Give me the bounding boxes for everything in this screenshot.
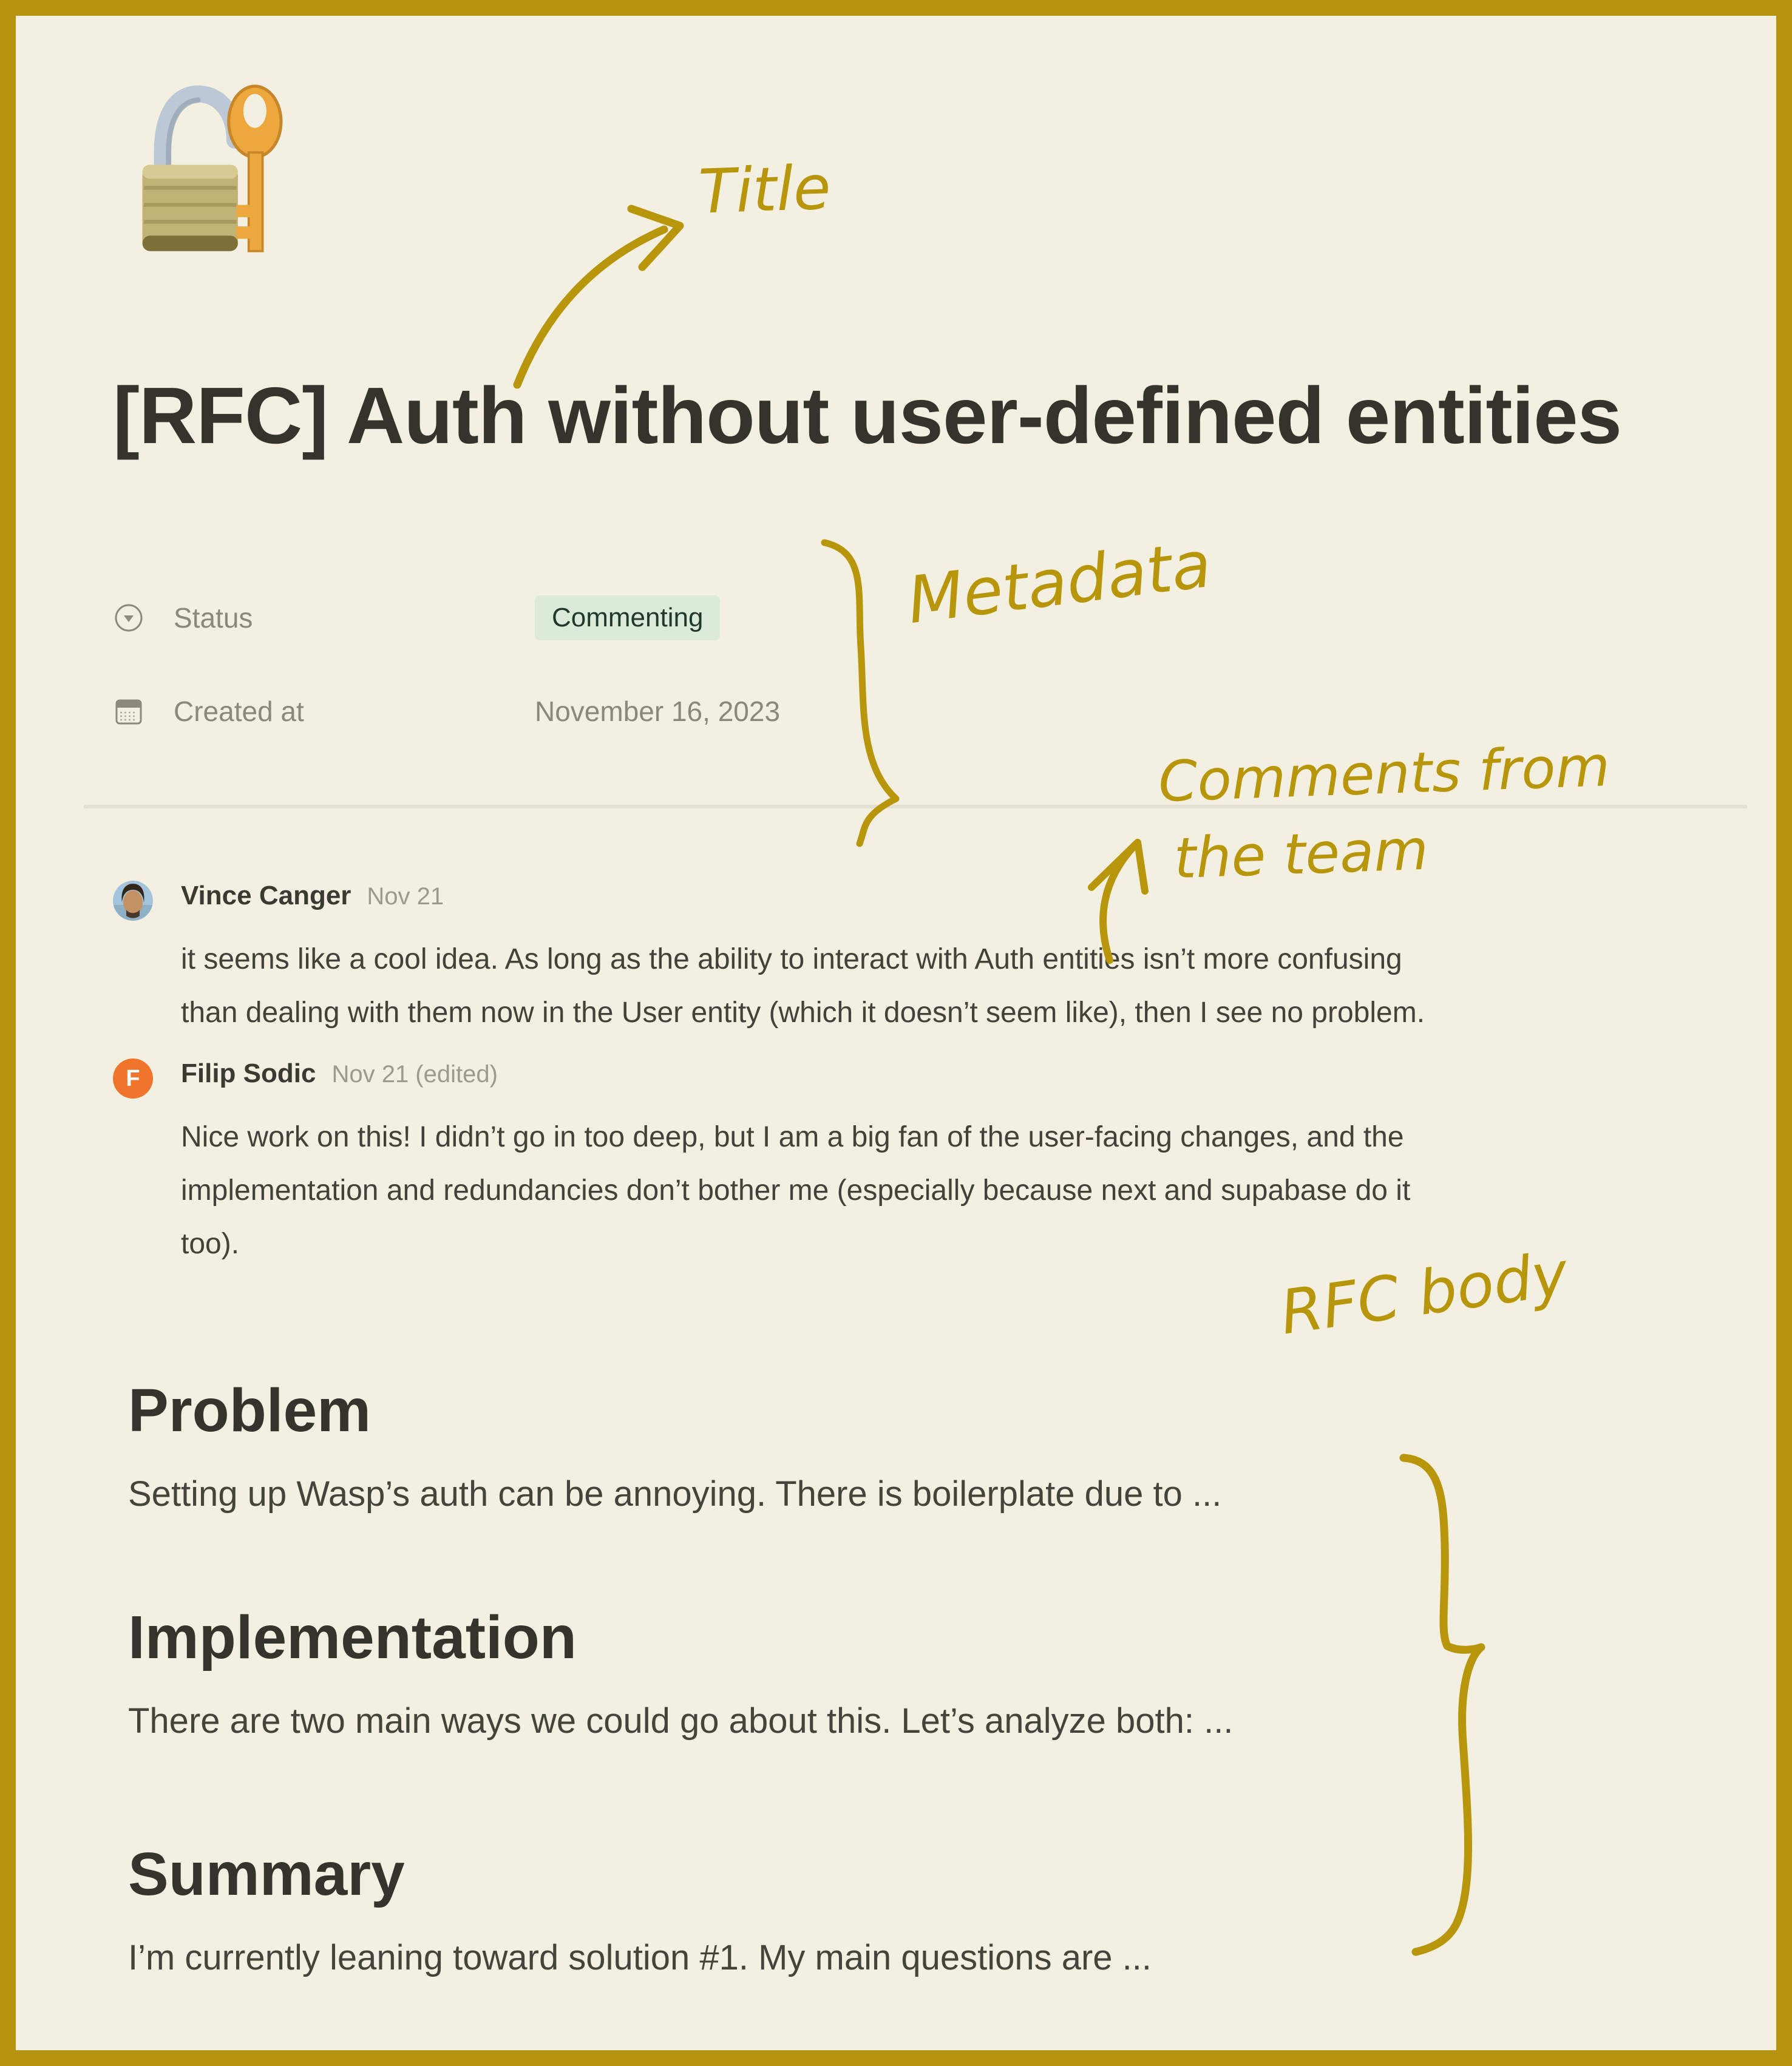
- comment-author: Filip Sodic: [181, 1058, 316, 1088]
- avatar-photo[interactable]: [113, 881, 153, 921]
- section-heading-summary: Summary: [128, 1840, 405, 1908]
- select-property-icon: [113, 602, 144, 634]
- annotation-strokes: [16, 16, 1792, 2066]
- section-text-implementation: There are two main ways we could go about this. Let’s analyze both: ...: [128, 1701, 1234, 1741]
- comment-text-line: than dealing with them now in the User entity (which it doesn’t seem like), then I see no problem.: [181, 997, 1425, 1029]
- metadata-row-created-at[interactable]: [113, 686, 780, 737]
- lock-key-icon[interactable]: [101, 63, 301, 263]
- title-arrow-shaft: [517, 229, 664, 385]
- section-heading-implementation: Implementation: [128, 1604, 577, 1671]
- section-heading-problem: Problem: [128, 1377, 372, 1445]
- status-label: Status: [174, 602, 253, 634]
- calendar-icon: [113, 696, 144, 727]
- comment-filip: [113, 1058, 1686, 1271]
- comment-text-line: Nice work on this! I didn’t go in too deep, but I am a big fan of the user-facing changes, and the: [181, 1121, 1404, 1153]
- comment-author: Vince Canger: [181, 881, 351, 910]
- annotation-comments-line1: Comments from: [1157, 734, 1611, 815]
- page-title: [RFC] Auth without user-defined entities: [113, 371, 1621, 461]
- metadata-brace: [824, 543, 896, 844]
- metadata-row-status[interactable]: [113, 592, 720, 643]
- comment-text-line: it seems like a cool idea. As long as the ability to interact with Auth entities isn’t more confusing: [181, 943, 1402, 975]
- annotation-rfc-body: RFC body: [1276, 1238, 1572, 1349]
- created-at-value: November 16, 2023: [535, 696, 781, 727]
- annotation-title: Title: [697, 152, 832, 228]
- section-text-problem: Setting up Wasp’s auth can be annoying. There is boilerplate due to ...: [128, 1474, 1222, 1514]
- section-text-summary: I’m currently leaning toward solution #1. My main questions are ...: [128, 1938, 1152, 1977]
- comment-text-line: implementation and redundancies don’t bother me (especially because next and supabase do it: [181, 1174, 1411, 1207]
- title-arrow-head: [631, 209, 680, 267]
- annotation-metadata: Metadata: [903, 526, 1215, 638]
- comment-vince: [113, 881, 1686, 1040]
- created-at-label: Created at: [174, 696, 304, 727]
- avatar-initial[interactable]: F: [113, 1058, 153, 1099]
- status-badge[interactable]: Commenting: [535, 595, 720, 640]
- comment-date: Nov 21: [367, 883, 444, 910]
- comment-text-line: too).: [181, 1228, 240, 1260]
- section-divider: [84, 805, 1747, 808]
- comment-date: Nov 21 (edited): [331, 1061, 498, 1088]
- annotation-comments-line2: the team: [1173, 817, 1430, 892]
